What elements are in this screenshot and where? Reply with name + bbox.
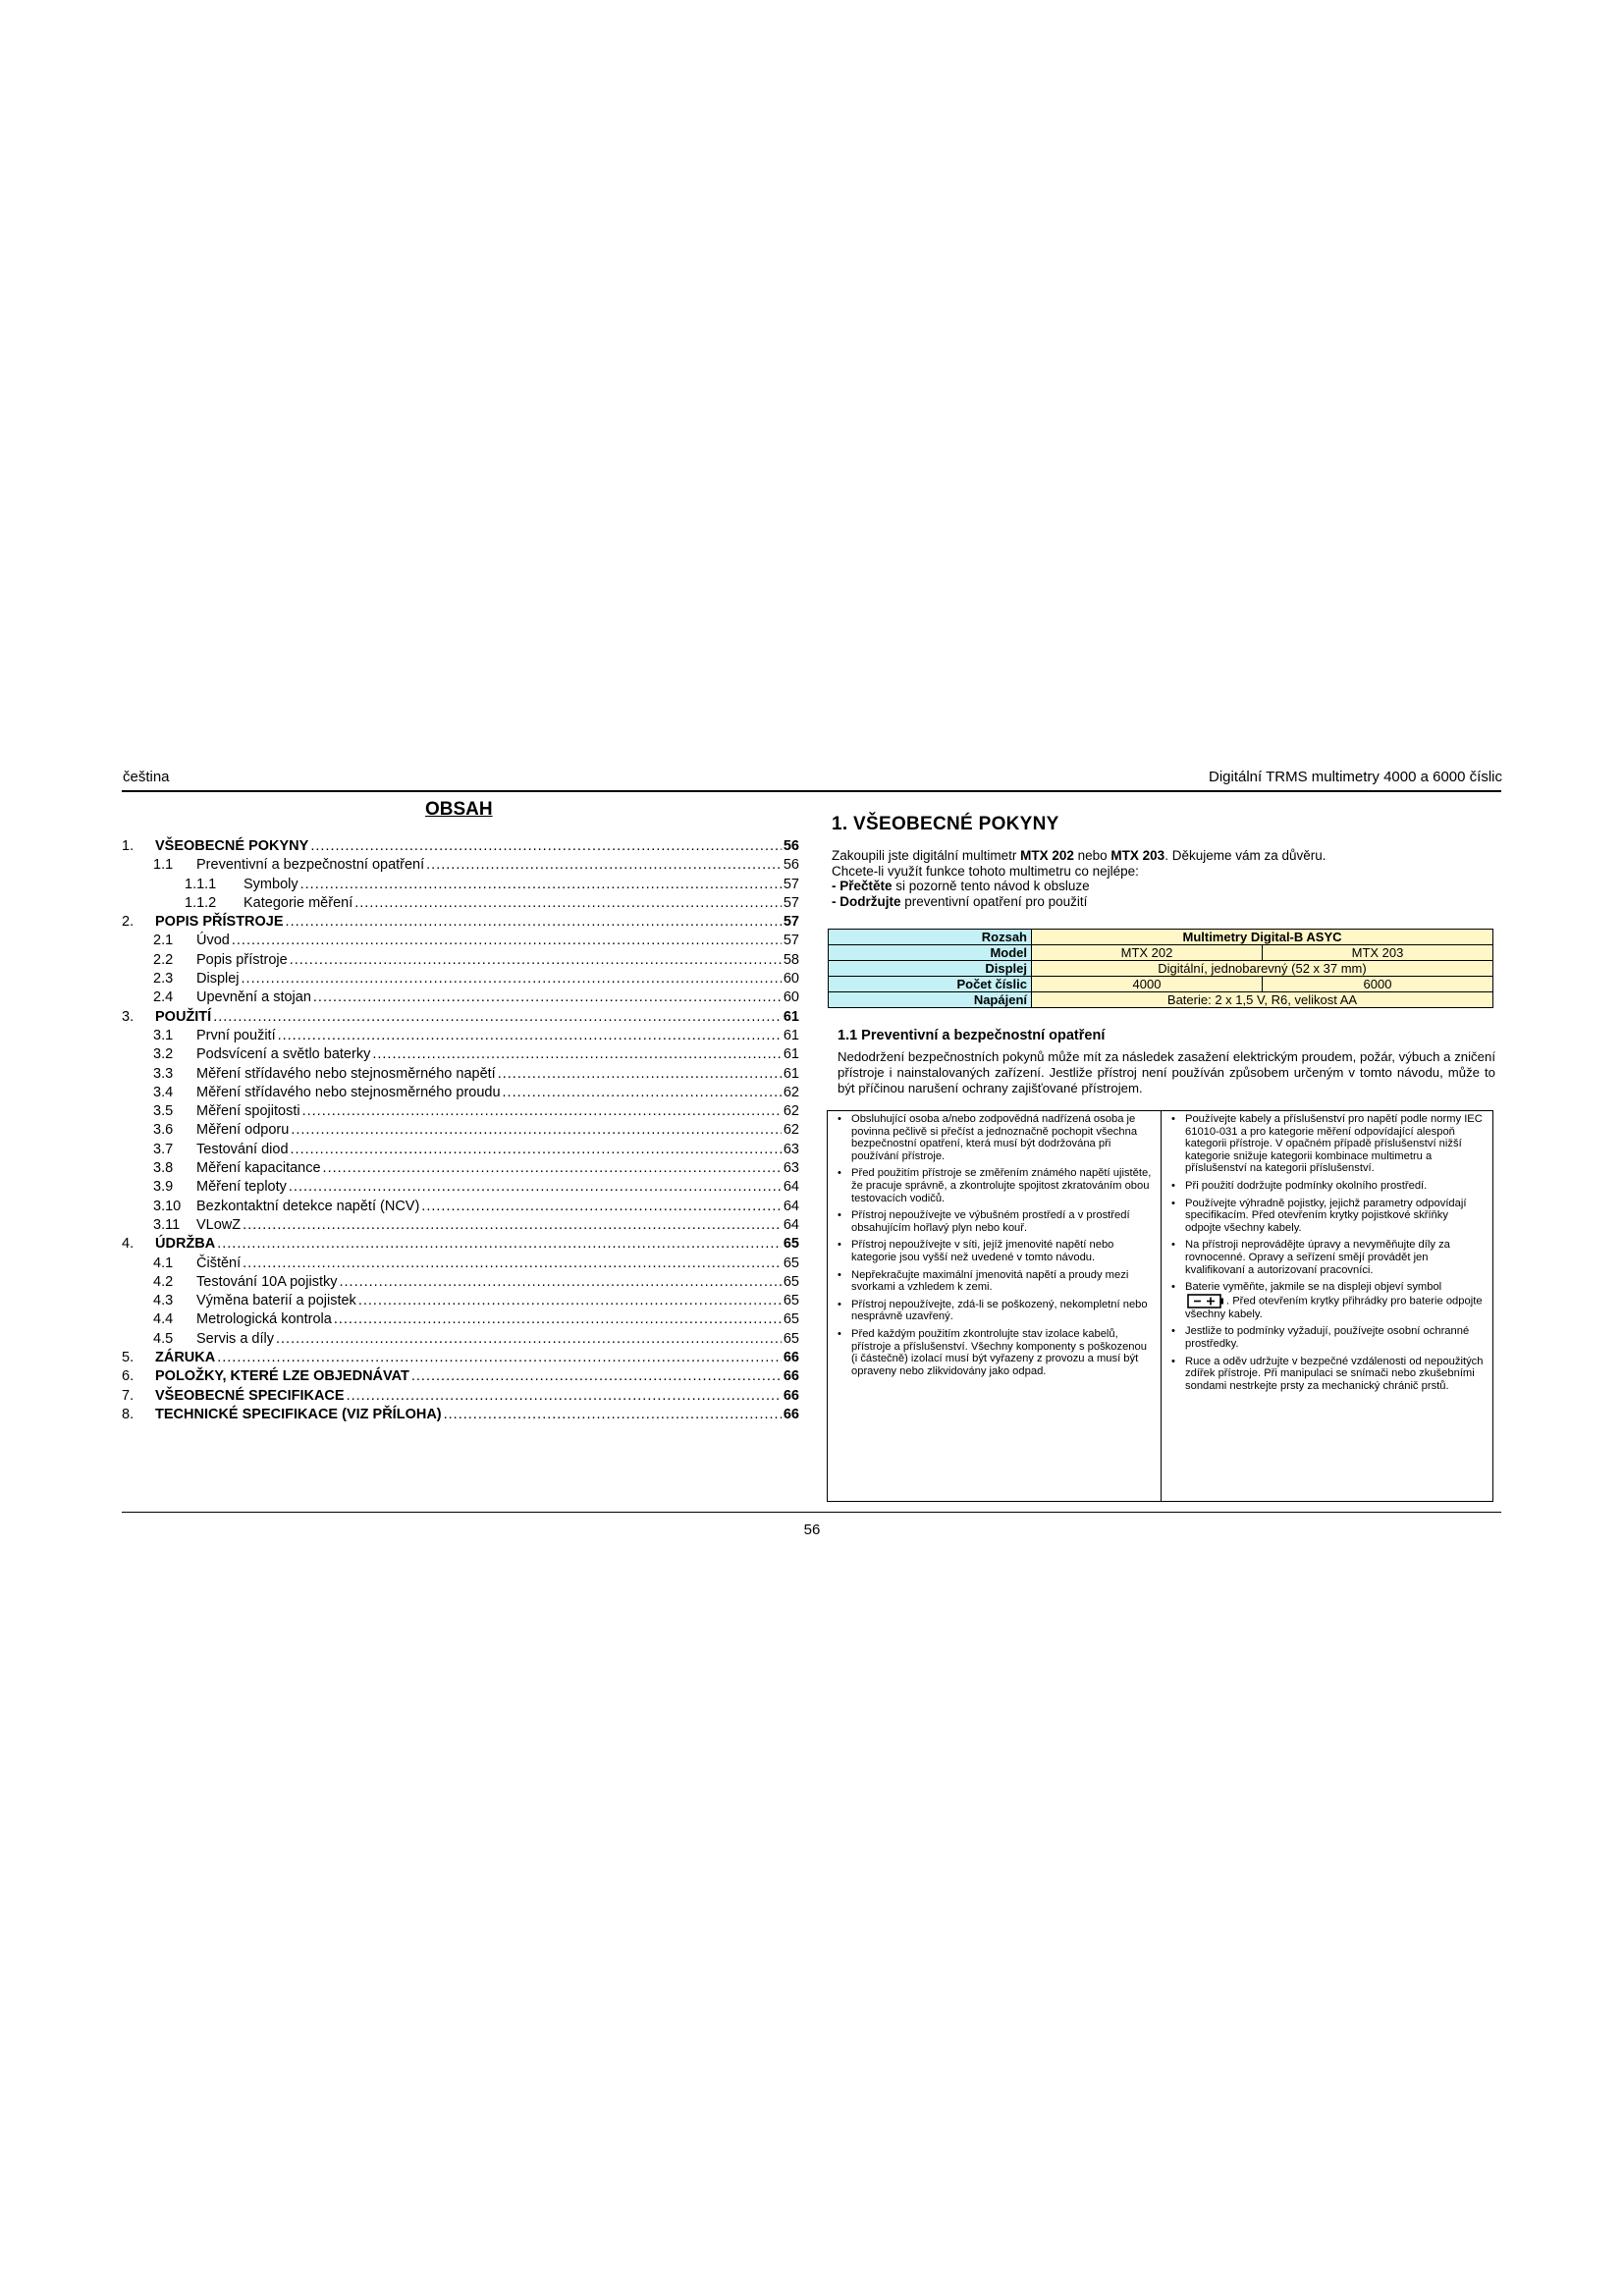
- toc-entry-number: 4.: [122, 1236, 135, 1253]
- toc-entry-page: 62: [783, 1103, 799, 1120]
- toc-leader-dots: [217, 1235, 782, 1253]
- battery-text-pre: Baterie vyměňte, jakmile se na displeji objeví symbol: [1185, 1281, 1442, 1294]
- spec-header: Multimetry Digital-B ASYC: [1032, 930, 1493, 945]
- toc-entry-number: 2.: [122, 914, 135, 931]
- spec-label: Model: [829, 945, 1032, 961]
- toc-entry-page: 65: [783, 1311, 799, 1328]
- toc-entry-page: 56: [783, 838, 799, 854]
- list-item: • Jestliže to podmínky vyžadují, používejte osobní ochranné prostředky.: [1169, 1325, 1485, 1350]
- toc-entry-label: POUŽITÍ: [155, 1008, 212, 1025]
- toc-entry[interactable]: [122, 1159, 799, 1178]
- toc-entry-page: 61: [783, 1065, 799, 1082]
- list-item: • Přístroj nepoužívejte v síti, jejíž jmenovité napětí nebo kategorie jsou vyšší než uvedené v tomto návodu.: [836, 1239, 1153, 1263]
- toc-entry-page: 58: [783, 951, 799, 968]
- toc-entry-label: První použití: [196, 1027, 276, 1043]
- toc-entry[interactable]: [122, 1178, 799, 1197]
- toc-leader-dots: [290, 951, 782, 969]
- header-rule: [122, 790, 1501, 792]
- toc-entry-number: 8.: [122, 1406, 135, 1422]
- intro-pre: Zakoupili jste digitální multimetr: [832, 848, 1021, 863]
- toc-entry-page: 61: [783, 1008, 799, 1025]
- list-item: • Obsluhující osoba a/nebo zodpovědná nadřízená osoba je povinna pečlivě si přečíst a jednoznačně pochopit všechna bezpečnostní opatření, která musí být dodržována při používání přístroje.: [836, 1113, 1153, 1162]
- toc-leader-dots: [213, 1008, 782, 1026]
- toc-leader-dots: [232, 932, 782, 949]
- list-item: • Používejte výhradně pojistky, jejichž parametry odpovídají specifikacím. Před otevřením krytky pojistkové skříňky odpojte všechny kabely.: [1169, 1198, 1485, 1235]
- toc-entry-label: ÚDRŽBA: [155, 1236, 216, 1253]
- toc-entry-number: 3.5: [153, 1103, 174, 1120]
- toc-entry-number: 1.: [122, 838, 135, 854]
- toc-entry-label: Upevnění a stojan: [196, 989, 311, 1006]
- toc-entry-label: Symboly: [244, 876, 298, 892]
- toc-entry-label: Výměna baterií a pojistek: [196, 1293, 356, 1309]
- toc-leader-dots: [217, 1349, 782, 1366]
- toc-entry-label: Čištění: [196, 1255, 242, 1271]
- toc-leader-dots: [503, 1084, 782, 1101]
- toc-leader-dots: [339, 1273, 781, 1291]
- toc-entry-number: 2.1: [153, 933, 174, 949]
- section-heading: 1. VŠEOBECNÉ POKYNY: [832, 814, 1059, 834]
- toc-leader-dots: [426, 856, 782, 874]
- safety-paragraph: Nedodržení bezpečnostních pokynů může mít za následek zasažení elektrickým proudem, požár, výbuch a zničení přístroje i nainstalovaných zařízení. Jestliže přístroj není používán způsobem určeným v tomto návodu, může to být příčinou narušení ochrany zajišťované přístrojem.: [838, 1049, 1495, 1095]
- spec-cell: Digitální, jednobarevný (52 x 37 mm): [1032, 961, 1493, 977]
- model-b: MTX 203: [1110, 848, 1165, 863]
- toc-entry-page: 65: [783, 1330, 799, 1347]
- toc-entry-label: Preventivní a bezpečnostní opatření: [196, 857, 425, 874]
- toc-entry-number: 3.6: [153, 1122, 174, 1139]
- toc-entry[interactable]: [122, 1008, 799, 1027]
- toc-leader-dots: [313, 988, 782, 1006]
- toc-leader-dots: [278, 1027, 782, 1044]
- header-title: Digitální TRMS multimetry 4000 a 6000 číslic: [1208, 769, 1502, 785]
- toc-leader-dots: [286, 913, 782, 931]
- toc-entry-page: 64: [783, 1216, 799, 1233]
- toc-entry[interactable]: [122, 1367, 799, 1386]
- safety-list-right: [1169, 1113, 1485, 1392]
- spec-label: Počet číslic: [829, 977, 1032, 992]
- spec-row-range: [829, 930, 1493, 945]
- toc-entry-page: 60: [783, 989, 799, 1006]
- intro-text: [832, 848, 1499, 909]
- toc-entry-number: 3.7: [153, 1141, 174, 1157]
- list-item: • Přístroj nepoužívejte ve výbušném prostředí a v prostředí obsahujícím hořlavý plyn nebo kouř.: [836, 1209, 1153, 1234]
- intro-post: . Děkujeme vám za důvěru.: [1164, 848, 1326, 863]
- toc-entry-number: 4.1: [153, 1255, 174, 1271]
- list-item: • Přístroj nepoužívejte, zdá-li se poškozený, nekompletní nebo nesprávně uzavřený.: [836, 1299, 1153, 1323]
- bullet1-bold: - Přečtěte: [832, 879, 893, 893]
- safety-column-left: [828, 1111, 1162, 1501]
- spec-label: Napájení: [829, 992, 1032, 1008]
- toc-entry[interactable]: [122, 1216, 799, 1235]
- toc-entry-label: VLowZ: [196, 1216, 242, 1233]
- toc-entry-number: 1.1.2: [185, 894, 217, 911]
- toc-entry[interactable]: [122, 1084, 799, 1102]
- toc-entry-page: 57: [783, 876, 799, 892]
- toc-entry[interactable]: [122, 1330, 799, 1349]
- list-item: • Na přístroji neprovádějte úpravy a nevyměňujte díly za rovnocenné. Opravy a seřízení smějí provádět jen kvalifikovaní a autorizovaní pracovníci.: [1169, 1239, 1485, 1276]
- toc-entry-label: TECHNICKÉ SPECIFIKACE (VIZ PŘÍLOHA): [155, 1406, 442, 1422]
- toc-entry-number: 7.: [122, 1387, 135, 1404]
- toc-entry[interactable]: [122, 1065, 799, 1084]
- toc-entry-page: 65: [783, 1236, 799, 1253]
- list-item: • Při použití dodržujte podmínky okolního prostředí.: [1169, 1180, 1485, 1193]
- toc-entry-label: POPIS PŘÍSTROJE: [155, 914, 284, 931]
- toc-entry-page: 60: [783, 971, 799, 988]
- toc-entry-label: Popis přístroje: [196, 951, 288, 968]
- toc-leader-dots: [372, 1045, 782, 1063]
- toc-leader-dots: [323, 1159, 782, 1177]
- toc-entry-page: 65: [783, 1293, 799, 1309]
- toc-entry-page: 63: [783, 1160, 799, 1177]
- toc-entry-label: Měření kapacitance: [196, 1160, 321, 1177]
- toc-entry[interactable]: [122, 1027, 799, 1045]
- toc-leader-dots: [411, 1367, 782, 1385]
- spec-cell: MTX 203: [1263, 945, 1493, 961]
- toc-entry-label: Měření odporu: [196, 1122, 290, 1139]
- toc-leader-dots: [291, 1141, 782, 1158]
- toc-entry-label: Měření střídavého nebo stejnosměrného proudu: [196, 1084, 501, 1100]
- toc-entry-label: ZÁRUKA: [155, 1350, 216, 1366]
- toc-entry-number: 1.1: [153, 857, 174, 874]
- model-a: MTX 202: [1020, 848, 1074, 863]
- toc-entry-number: 3.10: [153, 1198, 182, 1214]
- toc-entry[interactable]: [122, 856, 799, 875]
- toc-entry-page: 66: [783, 1387, 799, 1404]
- safety-heading: 1.1 Preventivní a bezpečnostní opatření: [838, 1028, 1106, 1043]
- spec-label: Displej: [829, 961, 1032, 977]
- toc-entry-number: 3.2: [153, 1046, 174, 1063]
- list-item: [1169, 1281, 1485, 1320]
- toc-entry-label: Testování 10A pojistky: [196, 1273, 338, 1290]
- intro-mid: nebo: [1073, 848, 1111, 863]
- toc-entry-page: 62: [783, 1084, 799, 1100]
- toc-leader-dots: [498, 1065, 782, 1083]
- toc-entry-number: 5.: [122, 1350, 135, 1366]
- spec-cell: 6000: [1263, 977, 1493, 992]
- toc-entry-number: 4.4: [153, 1311, 174, 1328]
- toc-entry-label: VŠEOBECNÉ POKYNY: [155, 838, 309, 854]
- toc-entry-label: Displej: [196, 971, 240, 988]
- spec-row-model: [829, 945, 1493, 961]
- toc-entry-page: 56: [783, 857, 799, 874]
- toc-entry-page: 57: [783, 933, 799, 949]
- toc-entry[interactable]: [122, 913, 799, 932]
- toc-title: OBSAH: [425, 799, 493, 820]
- toc-entry-number: 2.2: [153, 951, 174, 968]
- toc-leader-dots: [300, 876, 782, 893]
- safety-column-right: [1162, 1111, 1492, 1501]
- toc-entry-number: 3.11: [153, 1216, 181, 1233]
- toc-entry-page: 61: [783, 1046, 799, 1063]
- toc-leader-dots: [358, 1292, 782, 1309]
- toc-entry[interactable]: [122, 970, 799, 988]
- toc-entry-label: Měření teploty: [196, 1179, 287, 1196]
- toc-entry-number: 4.3: [153, 1293, 174, 1309]
- toc-leader-dots: [243, 1216, 782, 1234]
- toc-leader-dots: [289, 1178, 782, 1196]
- toc-entry[interactable]: [122, 1387, 799, 1406]
- toc-entry-number: 2.4: [153, 989, 174, 1006]
- toc-entry[interactable]: [122, 876, 799, 894]
- list-item: • Nepřekračujte maximální jmenovitá napětí a proudy mezi svorkami a vzhledem k zemi.: [836, 1269, 1153, 1294]
- toc-leader-dots: [291, 1121, 782, 1139]
- toc-entry-number: 1.1.1: [185, 876, 217, 892]
- toc-leader-dots: [354, 894, 782, 912]
- toc-leader-dots: [243, 1255, 782, 1272]
- toc-leader-dots: [242, 970, 782, 988]
- spec-row-display: [829, 961, 1493, 977]
- toc-entry[interactable]: [122, 932, 799, 950]
- toc-leader-dots: [347, 1387, 782, 1405]
- toc-entry-page: 61: [783, 1027, 799, 1043]
- toc-entry[interactable]: [122, 894, 799, 913]
- toc-entry-page: 62: [783, 1122, 799, 1139]
- toc-entry-label: Podsvícení a světlo baterky: [196, 1046, 371, 1063]
- toc-entry-page: 57: [783, 914, 799, 931]
- list-item: • Používejte kabely a příslušenství pro napětí podle normy IEC 61010-031 a pro kategorie měření odpovídající alespoň kategorii přístroje. V opačném případě příslušenství nižší kategorie snižuje kategorii kombinace multimetru a příslušenství na kategorii příslušenství.: [1169, 1113, 1485, 1175]
- toc-leader-dots: [334, 1310, 782, 1328]
- safety-box: [827, 1110, 1493, 1502]
- toc-entry-page: 66: [783, 1368, 799, 1385]
- toc-entry[interactable]: [122, 1255, 799, 1273]
- toc-entry-label: VŠEOBECNÉ SPECIFIKACE: [155, 1387, 345, 1404]
- toc-leader-dots: [310, 837, 782, 855]
- toc-entry[interactable]: [122, 1349, 799, 1367]
- toc-entry-page: 63: [783, 1141, 799, 1157]
- toc-entry-label: Kategorie měření: [244, 894, 353, 911]
- toc-entry-number: 6.: [122, 1368, 135, 1385]
- toc-entry-number: 3.4: [153, 1084, 174, 1100]
- toc-entry-label: Úvod: [196, 933, 230, 949]
- toc-leader-dots: [421, 1198, 782, 1215]
- battery-low-icon: [1187, 1294, 1224, 1308]
- toc-entry-page: 65: [783, 1255, 799, 1271]
- toc-entry[interactable]: [122, 1198, 799, 1216]
- spec-row-power: [829, 992, 1493, 1008]
- toc-leader-dots: [444, 1406, 782, 1423]
- toc-entry-label: Metrologická kontrola: [196, 1311, 332, 1328]
- spec-cell: Baterie: 2 x 1,5 V, R6, velikost AA: [1032, 992, 1493, 1008]
- toc-entry[interactable]: [122, 1406, 799, 1424]
- toc-entry-number: 4.2: [153, 1273, 174, 1290]
- bullet2-bold: - Dodržujte: [832, 893, 901, 909]
- spec-table: [828, 929, 1493, 1008]
- spec-cell: MTX 202: [1032, 945, 1263, 961]
- toc-leader-dots: [276, 1330, 782, 1348]
- toc-entry-page: 66: [783, 1406, 799, 1422]
- toc-leader-dots: [302, 1102, 782, 1120]
- bullet2-rest: preventivní opatření pro použití: [900, 893, 1088, 909]
- toc-entry-label: Měření střídavého nebo stejnosměrného napětí: [196, 1065, 496, 1082]
- safety-list-left: [836, 1113, 1153, 1377]
- toc-entry-number: 4.5: [153, 1330, 174, 1347]
- toc-entry[interactable]: [122, 1310, 799, 1329]
- toc-entry[interactable]: [122, 1121, 799, 1140]
- footer-rule: [122, 1512, 1501, 1513]
- toc-entry-number: 2.3: [153, 971, 174, 988]
- toc-entry[interactable]: [122, 837, 799, 856]
- spec-row-digits: [829, 977, 1493, 992]
- list-item: • Před použitím přístroje se změřením známého napětí ujistěte, že pracuje správně, a zkontrolujte spojitost zkratováním obou testovacích vodičů.: [836, 1167, 1153, 1204]
- page-number: 56: [803, 1522, 821, 1538]
- list-item: • Před každým použitím zkontrolujte stav izolace kabelů, přístroje a příslušenství. Všechny komponenty s poškozenou (i částečně) izolací musí být vyřazeny z provozu a musí být opraveny nebo zlikvidovány jako odpad.: [836, 1328, 1153, 1377]
- toc-entry-number: 3.: [122, 1008, 135, 1025]
- toc-entry-label: Servis a díly: [196, 1330, 274, 1347]
- toc-entry[interactable]: [122, 1292, 799, 1310]
- toc-entry-page: 64: [783, 1179, 799, 1196]
- toc-entry-page: 65: [783, 1273, 799, 1290]
- spec-label: Rozsah: [829, 930, 1032, 945]
- intro-line2: Chcete-li využít funkce tohoto multimetru co nejlépe:: [832, 863, 1139, 879]
- bullet1-rest: si pozorně tento návod k obsluze: [892, 879, 1090, 893]
- toc-entry[interactable]: [122, 1045, 799, 1064]
- toc-entry-number: 3.9: [153, 1179, 174, 1196]
- toc-entry-page: 66: [783, 1350, 799, 1366]
- list-item: • Ruce a oděv udržujte v bezpečné vzdálenosti od nepoužitých zdířek přístroje. Při manipulaci se snímači nebo zkušebními sondami nestrkejte prsty za mechanický chránič prstů.: [1169, 1356, 1485, 1393]
- toc-entry-number: 3.8: [153, 1160, 174, 1177]
- header-language: čeština: [123, 769, 170, 785]
- toc-entry-label: POLOŽKY, KTERÉ LZE OBJEDNÁVAT: [155, 1368, 409, 1385]
- toc-entry-page: 57: [783, 894, 799, 911]
- toc-entry-label: Testování diod: [196, 1141, 289, 1157]
- toc-entry-label: Měření spojitosti: [196, 1103, 300, 1120]
- toc-entry[interactable]: [122, 1235, 799, 1254]
- table-of-contents: [122, 837, 799, 1424]
- toc-entry-number: 3.1: [153, 1027, 174, 1043]
- toc-entry-label: Bezkontaktní detekce napětí (NCV): [196, 1198, 420, 1214]
- toc-entry-number: 3.3: [153, 1065, 174, 1082]
- toc-entry[interactable]: [122, 988, 799, 1007]
- battery-text-post: . Před otevřením krytky přihrádky pro baterie odpojte všechny kabely.: [1185, 1295, 1483, 1320]
- toc-entry-page: 64: [783, 1198, 799, 1214]
- toc-entry[interactable]: [122, 951, 799, 970]
- toc-entry[interactable]: [122, 1273, 799, 1292]
- toc-entry[interactable]: [122, 1141, 799, 1159]
- toc-entry[interactable]: [122, 1102, 799, 1121]
- spec-cell: 4000: [1032, 977, 1263, 992]
